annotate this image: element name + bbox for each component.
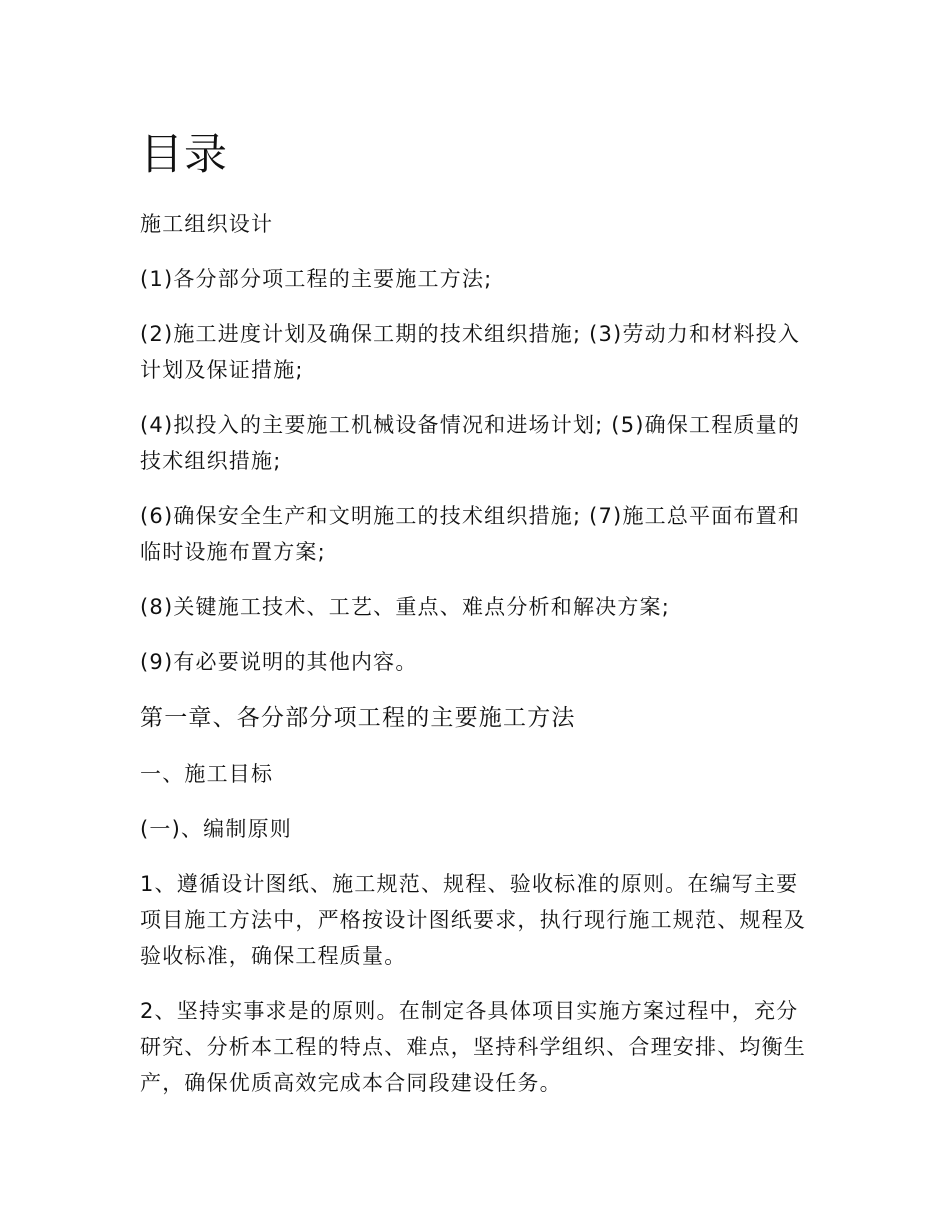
chapter-heading: 第一章、各分部分项工程的主要施工方法 (140, 705, 576, 731)
toc-item-6-7: (6)确保安全生产和文明施工的技术组织措施; (7)施工总平面布置和临时设施布置方案; (140, 504, 801, 564)
section-label: 施工组织设计 (140, 212, 274, 236)
body-paragraph-1: 1、遵循设计图纸、施工规范、规程、验收标准的原则。在编写主要项目施工方法中，严格按设计图纸要求，执行现行施工规范、规程及验收标准，确保工程质量。 (140, 872, 806, 968)
toc-item-1: (1)各分部分项工程的主要施工方法; (140, 267, 493, 291)
toc-item-4-5: (4)拟投入的主要施工机械设备情况和进场计划; (5)确保工程质量的技术组织措施; (140, 413, 801, 473)
section-heading: 一、施工目标 (140, 762, 274, 786)
toc-item-8: (8)关键施工技术、工艺、重点、难点分析和解决方案; (140, 595, 671, 619)
subsection-heading: (一)、编制原则 (140, 817, 292, 841)
page-title: 目录 (140, 130, 228, 180)
toc-item-9: (9)有必要说明的其他内容。 (140, 650, 418, 674)
toc-item-2-3: (2)施工进度计划及确保工期的技术组织措施; (3)劳动力和材料投入计划及保证措施; (140, 322, 801, 382)
body-paragraph-2: 2、坚持实事求是的原则。在制定各具体项目实施方案过程中，充分研究、分析本工程的特点、难点，坚持科学组织、合理安排、均衡生产，确保优质高效完成本合同段建设任务。 (140, 999, 806, 1095)
document-body (140, 126, 808, 1120)
